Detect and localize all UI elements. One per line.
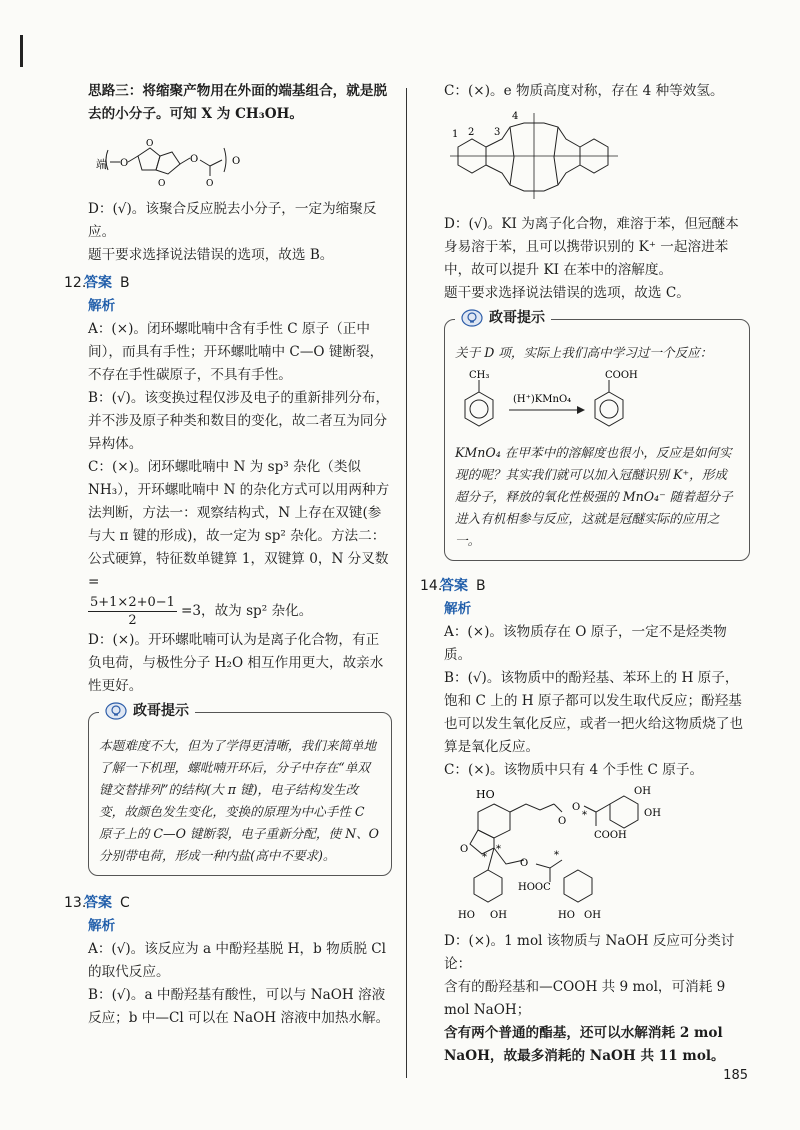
toluene-oxidation-scheme: [459, 366, 659, 438]
crown-ether-structure: [444, 109, 624, 205]
mol-label: HO: [458, 910, 475, 921]
mol-label: OH: [490, 910, 507, 921]
mol-label: OH: [644, 808, 661, 819]
end-group-label: 端: [96, 158, 107, 171]
svg-text:O: O: [232, 156, 241, 167]
q14-answer: 14.答案 B: [420, 578, 486, 594]
left-column: [64, 80, 392, 1030]
reaction-condition: (H⁺)KMnO₄: [513, 394, 572, 405]
tip-box-right: [444, 310, 750, 561]
q12-d-text: D：(√)。该聚合反应脱去小分子，一定为缩聚反应。: [88, 201, 377, 240]
reactant-substituent: CH₃: [469, 370, 490, 381]
mol-label: HO: [558, 910, 575, 921]
page-number: 185: [723, 1068, 748, 1083]
mol-label: *: [554, 850, 559, 861]
q14-option-a: A：(×)。该物质存在 O 原子，一定不是烃类物质。: [444, 624, 727, 663]
q13-option-c: C：(×)。e 物质高度对称，存在 4 种等效氢。: [444, 83, 724, 99]
thought-three: 思路三：将缩聚产物用在外面的端基组合，就是脱去的小分子。可知 X 为 CH₃OH。: [88, 83, 388, 122]
crown-label: 2: [468, 127, 475, 138]
mol-label: O: [460, 844, 469, 855]
crown-label: 3: [494, 127, 501, 138]
tip-text: 本题难度不大，但为了学得更清晰，我们来简单地了解一下机理，螺吡喃开环后，分子中存在“单双键交替排列”的结构(大 π 键)，电子结构发生改变，故颜色发生变化，变换的原理为中心手性 C 原子上的 C—O 键断裂，电子重新分配，使 N、O 分别带电荷，形成一种内盐(高中不要求)。: [99, 738, 380, 863]
mol-label: O: [558, 816, 567, 827]
fraction-result: =3，故为 sp² 杂化。: [180, 603, 313, 619]
q14-option-d-3: 含有两个普通的酯基，还可以水解消耗 2 mol NaOH，故最多消耗的 NaOH 共 11 mol。: [444, 1025, 725, 1064]
q12-option-a: A：(×)。闭环螺吡喃中含有手性 C 原子（正中间），而具有手性；开环螺吡喃中 C—O 键断裂，不存在手性碳原子，不具有手性。: [88, 321, 384, 383]
crown-label: 4: [512, 111, 519, 122]
q12-option-d: D：(×)。开环螺吡喃可认为是离子化合物，有正负电荷，与极性分子 H₂O 相互作用更大，故亲水性更好。: [88, 632, 384, 694]
q13-analysis-heading: 解析: [88, 918, 116, 934]
q12-conclusion: 题干要求选择说法错误的选项，故选 B。: [88, 247, 334, 263]
mol-label: OH: [584, 910, 601, 921]
q14-option-d-1: D：(×)。1 mol 该物质与 NaOH 反应可分类讨论：: [444, 933, 735, 972]
mol-label: O: [520, 858, 529, 869]
mol-label: COOH: [594, 830, 627, 841]
svg-text:O: O: [190, 154, 199, 165]
fraction-denominator: 2: [128, 613, 137, 628]
tip-intro: 关于 D 项，实际上我们高中学习过一个反应：: [455, 345, 713, 360]
fraction-numerator: 5+1×2+0−1: [90, 595, 175, 610]
svg-text:O: O: [120, 158, 129, 169]
hybridization-formula: [88, 594, 392, 629]
q13-conclusion: 题干要求选择说法错误的选项，故选 C。: [444, 285, 690, 301]
q14-option-c: C：(×)。该物质中只有 4 个手性 C 原子。: [444, 762, 704, 778]
right-column: [420, 80, 750, 1068]
q14-option-b: B：(√)。该物质中的酚羟基、苯环上的 H 原子，饱和 C 上的 H 原子都可以发生取代反应；酚羟基也可以发生氧化反应，或者一把火给这物质烧了也算是氧化反应。: [444, 670, 744, 755]
q13-option-a: A：(√)。该反应为 a 中酚羟基脱 H，b 物质脱 Cl 的取代反应。: [88, 941, 387, 980]
q14-option-d-2: 含有的酚羟基和—COOH 共 9 mol，可消耗 9 mol NaOH；: [444, 979, 726, 1018]
q13-answer: 13.答案 C: [64, 895, 130, 911]
q13-option-b: B：(√)。a 中酚羟基有酸性，可以与 NaOH 溶液反应；b 中—Cl 可以在 NaOH 溶液中加热水解。: [88, 987, 390, 1026]
q12-option-b: B：(√)。该变换过程仅涉及电子的重新排列分布，并不涉及原子种类和数目的变化，故二者互为同分异构体。: [88, 390, 390, 452]
mol-label: HOOC: [518, 882, 551, 893]
svg-text:O: O: [206, 179, 214, 189]
salvianolic-acid-structure: [454, 786, 694, 926]
tip-text: KMnO₄ 在甲苯中的溶解度也很小，反应是如何实现的呢？其实我们就可以加入冠醚识别 K⁺，形成超分子，释放的氧化性极强的 MnO₄⁻ 随着超分子进入有机相参与反应，这就是冠醚实际的应用之一。: [455, 445, 733, 548]
svg-text:O: O: [158, 179, 166, 189]
tip-header: 政哥提示: [99, 700, 195, 722]
margin-marker: [20, 35, 23, 67]
q13-option-d: D：(√)。KI 为离子化合物，难溶于苯，但冠醚本身易溶于苯，且可以携带识别的 K⁺ 一起溶进苯中，故可以提升 KI 在苯中的溶解度。: [444, 216, 739, 278]
q12-option-c: C：(×)。闭环螺吡喃中 N 为 sp³ 杂化（类似 NH₃），开环螺吡喃中 N 的杂化方式可以用两种方法判断，方法一：观察结构式，N 上存在双键(参与大 π 键的形成)，故一定为 sp² 杂化。方法二：公式硬算，特征数单键算 1，双键算 0，N 分叉数 =: [88, 459, 390, 590]
tip-header: 政哥提示: [455, 307, 551, 329]
lightbulb-icon: [105, 702, 127, 720]
mol-label: *: [582, 810, 587, 821]
tip-box-left: [88, 703, 392, 876]
crown-label: 1: [452, 129, 459, 140]
lightbulb-icon: [461, 309, 483, 327]
mol-label: OH: [634, 786, 651, 797]
svg-text:O: O: [146, 139, 154, 149]
q12-answer: 12.答案 B: [64, 275, 130, 291]
polyester-structure: [94, 130, 274, 192]
mol-label: HO: [476, 788, 495, 801]
q12-analysis-heading: 解析: [88, 298, 116, 314]
q14-analysis-heading: 解析: [444, 601, 472, 617]
column-divider: [406, 88, 407, 1078]
mol-label: *: [496, 844, 501, 855]
mol-label: *: [482, 852, 487, 863]
mol-label: O: [572, 802, 581, 813]
product-substituent: COOH: [605, 370, 638, 381]
